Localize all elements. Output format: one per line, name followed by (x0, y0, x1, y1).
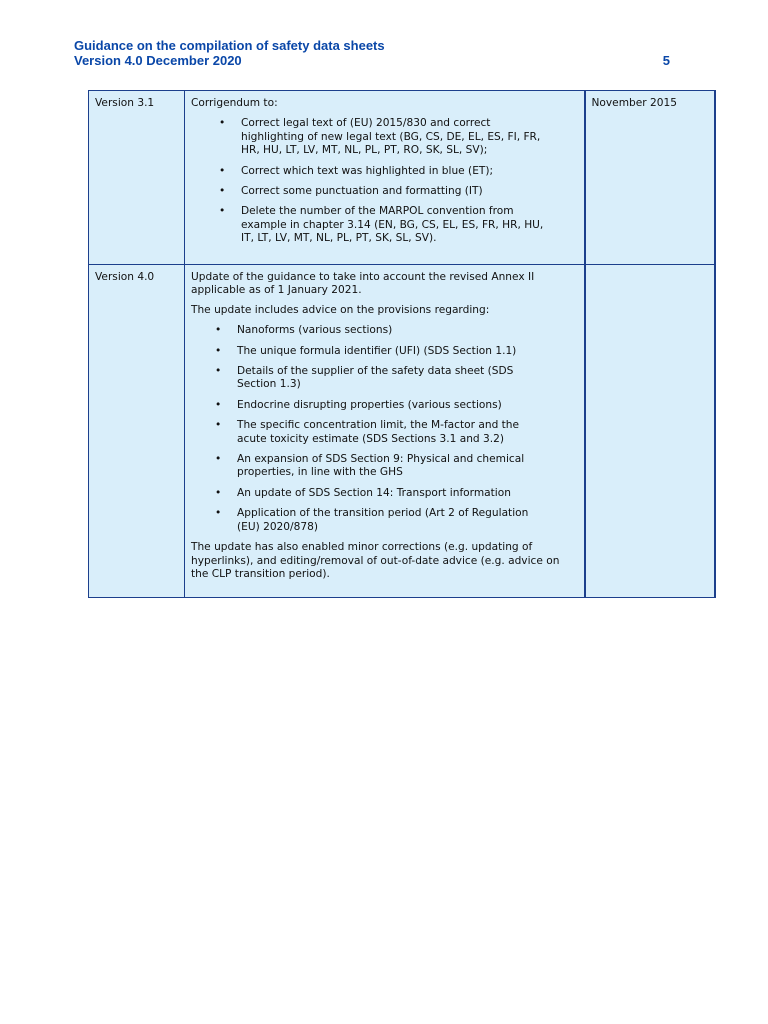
list-item: • Details of the supplier of the safety data sheet (SDS Section 1.3) (237, 365, 552, 392)
version-label: Version 4.0 (95, 271, 155, 283)
list-item: • Nanoforms (various sections) (237, 324, 552, 337)
description-outro: The update has also enabled minor corrections (e.g. updating of hyperlinks), and editing/removal of out-of-date advice (e.g. advice on the CLP transition period). (191, 541, 560, 580)
change-list (191, 117, 578, 245)
description-cell (185, 265, 585, 598)
list-item: • An expansion of SDS Section 9: Physical and chemical properties, in line with the GHS (237, 453, 552, 480)
version-label: Version 3.1 (95, 97, 155, 109)
table-row (89, 91, 715, 265)
description-intro-2: The update includes advice on the provisions regarding: (191, 303, 490, 316)
date-cell (585, 91, 715, 265)
version-cell (89, 91, 185, 265)
change-list (191, 324, 578, 534)
list-item: • Application of the transition period (Art 2 of Regulation (EU) 2020/878) (237, 507, 552, 534)
list-item: • The unique formula identifier (UFI) (SDS Section 1.1) (237, 345, 552, 358)
description-intro: Corrigendum to: (191, 97, 278, 109)
list-item: • An update of SDS Section 14: Transport information (237, 487, 552, 500)
header-version-row (74, 53, 670, 68)
document-title: Guidance on the compilation of safety data sheets (74, 38, 385, 53)
document-version: Version 4.0 December 2020 (74, 53, 242, 68)
list-item: • Correct which text was highlighted in blue (ET); (241, 165, 556, 178)
page-header (74, 38, 670, 68)
page-number: 5 (662, 53, 670, 68)
description-cell (185, 91, 585, 265)
date-cell (585, 265, 715, 598)
description-intro: Update of the guidance to take into account the revised Annex II applicable as of 1 January 2021. (191, 271, 535, 297)
list-item: • Correct some punctuation and formatting (IT) (241, 185, 556, 198)
list-item: • Endocrine disrupting properties (various sections) (237, 399, 552, 412)
list-item: • Delete the number of the MARPOL convention from example in chapter 3.14 (EN, BG, CS, EL, ES, FR, HR, HU, IT, LT, LV, MT, NL, PL, PT, SK, SL, SV). (241, 205, 556, 245)
list-item: • Correct legal text of (EU) 2015/830 and correct highlighting of new legal text (BG, CS, DE, EL, ES, FI, FR, HR, HU, LT, LV, MT, NL, PL, PT, RO, SK, SL, SV); (241, 117, 556, 157)
header-title-row (74, 38, 670, 53)
list-item: • The specific concentration limit, the M-factor and the acute toxicity estimate (SDS Sections 3.1 and 3.2) (237, 419, 552, 446)
version-history-table (88, 90, 716, 598)
version-cell (89, 265, 185, 598)
date-label: November 2015 (591, 97, 677, 109)
table-row (89, 265, 715, 598)
